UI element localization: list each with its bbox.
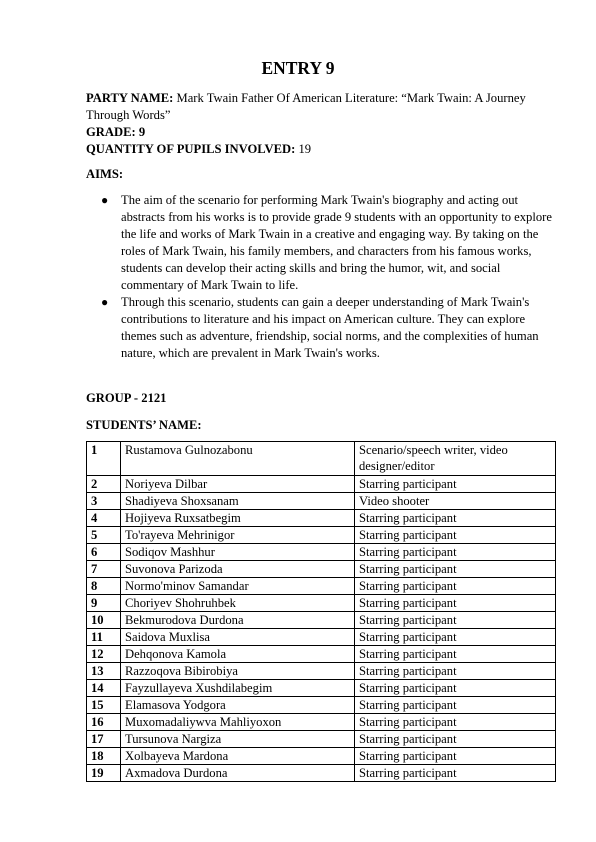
student-role: Video shooter: [355, 493, 556, 510]
student-number: 4: [87, 510, 121, 527]
table-row: [87, 578, 556, 595]
table-row: [87, 646, 556, 663]
student-number: 5: [87, 527, 121, 544]
student-number: 2: [87, 476, 121, 493]
student-name: Axmadova Durdona: [121, 765, 355, 782]
group-heading: GROUP - 2121: [86, 391, 167, 405]
aims-list: [86, 192, 556, 362]
party-name-field: [86, 90, 556, 123]
table-row: [87, 595, 556, 612]
table-row: [87, 680, 556, 697]
grade-value: 9: [138, 125, 146, 139]
student-number: 9: [87, 595, 121, 612]
students-table: [86, 441, 556, 782]
student-role: Starring participant: [355, 629, 556, 646]
student-number: 12: [87, 646, 121, 663]
student-number: 16: [87, 714, 121, 731]
table-row: [87, 561, 556, 578]
student-name: Noriyeva Dilbar: [121, 476, 355, 493]
student-role: Starring participant: [355, 578, 556, 595]
student-number: 1: [87, 442, 121, 476]
student-role: Starring participant: [355, 612, 556, 629]
student-name: Suvonova Parizoda: [121, 561, 355, 578]
student-role: Starring participant: [355, 680, 556, 697]
student-name: Bekmurodova Durdona: [121, 612, 355, 629]
student-role: Starring participant: [355, 595, 556, 612]
student-role: Starring participant: [355, 510, 556, 527]
student-name: Saidova Muxlisa: [121, 629, 355, 646]
student-name: Choriyev Shohruhbek: [121, 595, 355, 612]
table-row: [87, 663, 556, 680]
student-number: 10: [87, 612, 121, 629]
aims-heading: AIMS:: [86, 167, 124, 181]
student-name: Rustamova Gulnozabonu: [121, 442, 355, 476]
aims-item: ● The aim of the scenario for performing Mark Twain's biography and acting out abstracts from his works is to provide grade 9 students with an opportunity to explore the life and works of Mark Twain in a creative and engaging way. By taking on the roles of Mark Twain, his family members, and characters from his famous works, students can develop their acting skills and bring the humor, wit, and social commentary of Mark Twain to life.: [101, 193, 552, 292]
student-number: 11: [87, 629, 121, 646]
student-name: Sodiqov Mashhur: [121, 544, 355, 561]
student-number: 17: [87, 731, 121, 748]
student-role: Starring participant: [355, 748, 556, 765]
student-name: To'rayeva Mehrinigor: [121, 527, 355, 544]
table-row: [87, 442, 556, 476]
entry-title: ENTRY 9: [261, 58, 335, 78]
student-number: 18: [87, 748, 121, 765]
table-row: [87, 476, 556, 493]
grade-field: [86, 124, 556, 141]
student-role: Starring participant: [355, 646, 556, 663]
student-role: Starring participant: [355, 765, 556, 782]
quantity-field: [86, 141, 556, 158]
student-number: 14: [87, 680, 121, 697]
table-row: [87, 714, 556, 731]
student-role: Starring participant: [355, 527, 556, 544]
table-row: [87, 697, 556, 714]
student-name: Tursunova Nargiza: [121, 731, 355, 748]
student-role: Starring participant: [355, 476, 556, 493]
student-name: Elamasova Yodgora: [121, 697, 355, 714]
student-name: Dehqonova Kamola: [121, 646, 355, 663]
bullet-icon: ●: [101, 295, 109, 309]
student-number: 15: [87, 697, 121, 714]
quantity-label: QUANTITY OF PUPILS INVOLVED:: [86, 142, 296, 156]
table-row: [87, 612, 556, 629]
table-row: [87, 748, 556, 765]
student-name: Hojiyeva Ruxsatbegim: [121, 510, 355, 527]
student-number: 19: [87, 765, 121, 782]
table-row: [87, 510, 556, 527]
student-role: Starring participant: [355, 561, 556, 578]
table-row: [87, 544, 556, 561]
student-name: Razzoqova Bibirobiya: [121, 663, 355, 680]
student-name: Muxomadaliywva Mahliyoxon: [121, 714, 355, 731]
table-row: [87, 765, 556, 782]
student-name: Fayzullayeva Xushdilabegim: [121, 680, 355, 697]
student-role: Scenario/speech writer, video designer/editor: [355, 442, 556, 476]
aims-item: ● Through this scenario, students can gain a deeper understanding of Mark Twain's contributions to literature and his impact on American culture. They can explore themes such as adventure, friendship, social norms, and the complexities of human nature, which are prevalent in Mark Twain's works.: [101, 295, 539, 360]
student-role: Starring participant: [355, 544, 556, 561]
bullet-icon: ●: [101, 193, 109, 207]
student-name: Normo'minov Samandar: [121, 578, 355, 595]
table-row: [87, 629, 556, 646]
table-row: [87, 527, 556, 544]
student-number: 6: [87, 544, 121, 561]
student-number: 7: [87, 561, 121, 578]
quantity-value: 19: [298, 142, 312, 156]
student-name: Shadiyeva Shoxsanam: [121, 493, 355, 510]
students-heading: STUDENTS’ NAME:: [86, 418, 202, 432]
student-role: Starring participant: [355, 731, 556, 748]
student-number: 3: [87, 493, 121, 510]
grade-label: GRADE:: [86, 125, 136, 139]
student-role: Starring participant: [355, 663, 556, 680]
table-row: [87, 493, 556, 510]
student-name: Xolbayeva Mardona: [121, 748, 355, 765]
party-name-value: Mark Twain Father Of American Literature: “Mark Twain: A Journey Through Words”: [86, 91, 526, 122]
student-number: 8: [87, 578, 121, 595]
table-row: [87, 731, 556, 748]
student-role: Starring participant: [355, 714, 556, 731]
student-role: Starring participant: [355, 697, 556, 714]
party-name-label: PARTY NAME:: [86, 91, 174, 105]
student-number: 13: [87, 663, 121, 680]
